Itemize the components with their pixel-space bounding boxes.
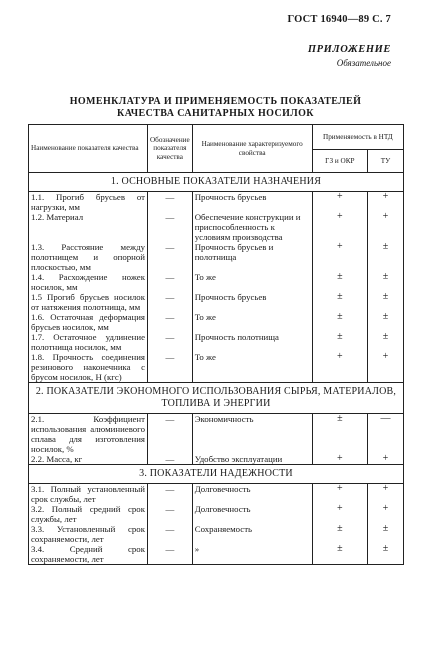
- cell-gz-okr: +: [312, 454, 367, 465]
- cell-indicator-name: 3.4. Средний срок сохраняемости, лет: [29, 544, 148, 565]
- cell-designation: —: [147, 544, 192, 565]
- col-header-name: Наименование показателя качества: [29, 125, 148, 173]
- cell-indicator-name: 3.1. Полный установленный срок службы, лет: [29, 484, 148, 505]
- cell-gz-okr: +: [312, 192, 367, 213]
- cell-designation: —: [147, 352, 192, 383]
- cell-tu: ±: [367, 332, 403, 352]
- cell-property: Обеспечение конструкции и приспособленность к условиям производства: [192, 212, 312, 242]
- cell-designation: —: [147, 484, 192, 505]
- cell-tu: ±: [367, 524, 403, 544]
- cell-designation: —: [147, 192, 192, 213]
- cell-designation: —: [147, 272, 192, 292]
- cell-tu: ±: [367, 242, 403, 272]
- cell-indicator-name: 2.2. Масса, кг: [29, 454, 148, 465]
- cell-tu: +: [367, 504, 403, 524]
- cell-property: То же: [192, 352, 312, 383]
- cell-tu: +: [367, 352, 403, 383]
- cell-property: Прочность полотнища: [192, 332, 312, 352]
- col-header-gz: ГЗ и ОКР: [312, 150, 367, 173]
- section-header-row: [29, 383, 404, 414]
- cell-gz-okr: +: [312, 242, 367, 272]
- table-row: [29, 352, 404, 383]
- section-header-row: [29, 173, 404, 192]
- cell-indicator-name: 1.3. Расстояние между полотнищем и опорной плоскостью, мм: [29, 242, 148, 272]
- cell-tu: +: [367, 212, 403, 242]
- cell-property: Удобство эксплуатации: [192, 454, 312, 465]
- section-title: 1. ОСНОВНЫЕ ПОКАЗАТЕЛИ НАЗНАЧЕНИЯ: [29, 173, 404, 192]
- cell-designation: —: [147, 242, 192, 272]
- cell-indicator-name: 1.8. Прочность соединения резинового наконечника с брусом носилок, Н (кгс): [29, 352, 148, 383]
- table-row: [29, 454, 404, 465]
- cell-indicator-name: 2.1. Коэффициент использования алюминиевого сплава для изготовления носилок, %: [29, 414, 148, 455]
- table-row: [29, 332, 404, 352]
- cell-designation: —: [147, 524, 192, 544]
- section-title: 3. ПОКАЗАТЕЛИ НАДЕЖНОСТИ: [29, 465, 404, 484]
- table-row: [29, 272, 404, 292]
- table-row: [29, 504, 404, 524]
- section-title: 2. ПОКАЗАТЕЛИ ЭКОНОМНОГО ИСПОЛЬЗОВАНИЯ СЫРЬЯ, МАТЕРИАЛОВ, ТОПЛИВА И ЭНЕРГИИ: [29, 383, 404, 414]
- cell-designation: —: [147, 504, 192, 524]
- cell-designation: —: [147, 332, 192, 352]
- cell-property: Прочность брусьев: [192, 292, 312, 312]
- cell-gz-okr: ±: [312, 414, 367, 455]
- col-header-property: Наименование характеризуемого свойства: [192, 125, 312, 173]
- table-row: [29, 312, 404, 332]
- document-title-line2: КАЧЕСТВА САНИТАРНЫХ НОСИЛОК: [117, 108, 314, 119]
- appendix-note: Обязательное: [336, 58, 391, 68]
- cell-property: Долговечность: [192, 484, 312, 505]
- cell-property: »: [192, 544, 312, 565]
- table-row: [29, 292, 404, 312]
- cell-gz-okr: +: [312, 352, 367, 383]
- table-body: [29, 173, 404, 565]
- col-header-designation: Обозначение показателя качества: [147, 125, 192, 173]
- cell-gz-okr: ±: [312, 524, 367, 544]
- cell-tu: +: [367, 192, 403, 213]
- cell-gz-okr: +: [312, 212, 367, 242]
- cell-indicator-name: 3.2. Полный средний срок службы, лет: [29, 504, 148, 524]
- table-row: [29, 544, 404, 565]
- cell-gz-okr: ±: [312, 272, 367, 292]
- standard-header: ГОСТ 16940—89 С. 7: [287, 14, 391, 25]
- table-row: [29, 414, 404, 455]
- cell-designation: —: [147, 292, 192, 312]
- cell-indicator-name: 1.6. Остаточная деформация брусьев носилок, мм: [29, 312, 148, 332]
- cell-property: Сохраняемость: [192, 524, 312, 544]
- cell-designation: —: [147, 212, 192, 242]
- table-row: [29, 212, 404, 242]
- cell-tu: —: [367, 414, 403, 455]
- appendix-label: ПРИЛОЖЕНИЕ: [307, 44, 391, 55]
- cell-gz-okr: ±: [312, 332, 367, 352]
- cell-gz-okr: ±: [312, 312, 367, 332]
- cell-tu: ±: [367, 292, 403, 312]
- cell-tu: +: [367, 454, 403, 465]
- cell-indicator-name: 1.1. Прогиб брусьев от нагрузки, мм: [29, 192, 148, 213]
- document-title-line1: НОМЕНКЛАТУРА И ПРИМЕНЯЕМОСТЬ ПОКАЗАТЕЛЕЙ: [69, 96, 362, 107]
- col-header-applicability: Применяемость в НТД: [312, 125, 403, 150]
- table-row: [29, 192, 404, 213]
- cell-indicator-name: 1.2. Материал: [29, 212, 148, 242]
- table-row: [29, 524, 404, 544]
- cell-designation: —: [147, 414, 192, 455]
- cell-indicator-name: 1.7. Остаточное удлинение полотнища носилок, мм: [29, 332, 148, 352]
- col-header-tu: ТУ: [367, 150, 403, 173]
- cell-gz-okr: +: [312, 504, 367, 524]
- cell-property: Прочность брусьев: [192, 192, 312, 213]
- cell-designation: —: [147, 312, 192, 332]
- cell-property: Прочность брусьев и полотнища: [192, 242, 312, 272]
- cell-property: Экономичность: [192, 414, 312, 455]
- cell-gz-okr: ±: [312, 544, 367, 565]
- table-row: [29, 242, 404, 272]
- cell-gz-okr: +: [312, 484, 367, 505]
- quality-indicators-table: [28, 124, 404, 565]
- cell-indicator-name: 1.4. Расхождение ножек носилок, мм: [29, 272, 148, 292]
- cell-property: То же: [192, 272, 312, 292]
- cell-property: Долговечность: [192, 504, 312, 524]
- cell-tu: ±: [367, 272, 403, 292]
- cell-designation: —: [147, 454, 192, 465]
- cell-indicator-name: 3.3. Установленный срок сохраняемости, лет: [29, 524, 148, 544]
- cell-indicator-name: 1.5 Прогиб брусьев носилок от натяжения полотнища, мм: [29, 292, 148, 312]
- cell-tu: ±: [367, 544, 403, 565]
- cell-property: То же: [192, 312, 312, 332]
- cell-tu: ±: [367, 312, 403, 332]
- table-row: [29, 484, 404, 505]
- cell-gz-okr: ±: [312, 292, 367, 312]
- section-header-row: [29, 465, 404, 484]
- cell-tu: +: [367, 484, 403, 505]
